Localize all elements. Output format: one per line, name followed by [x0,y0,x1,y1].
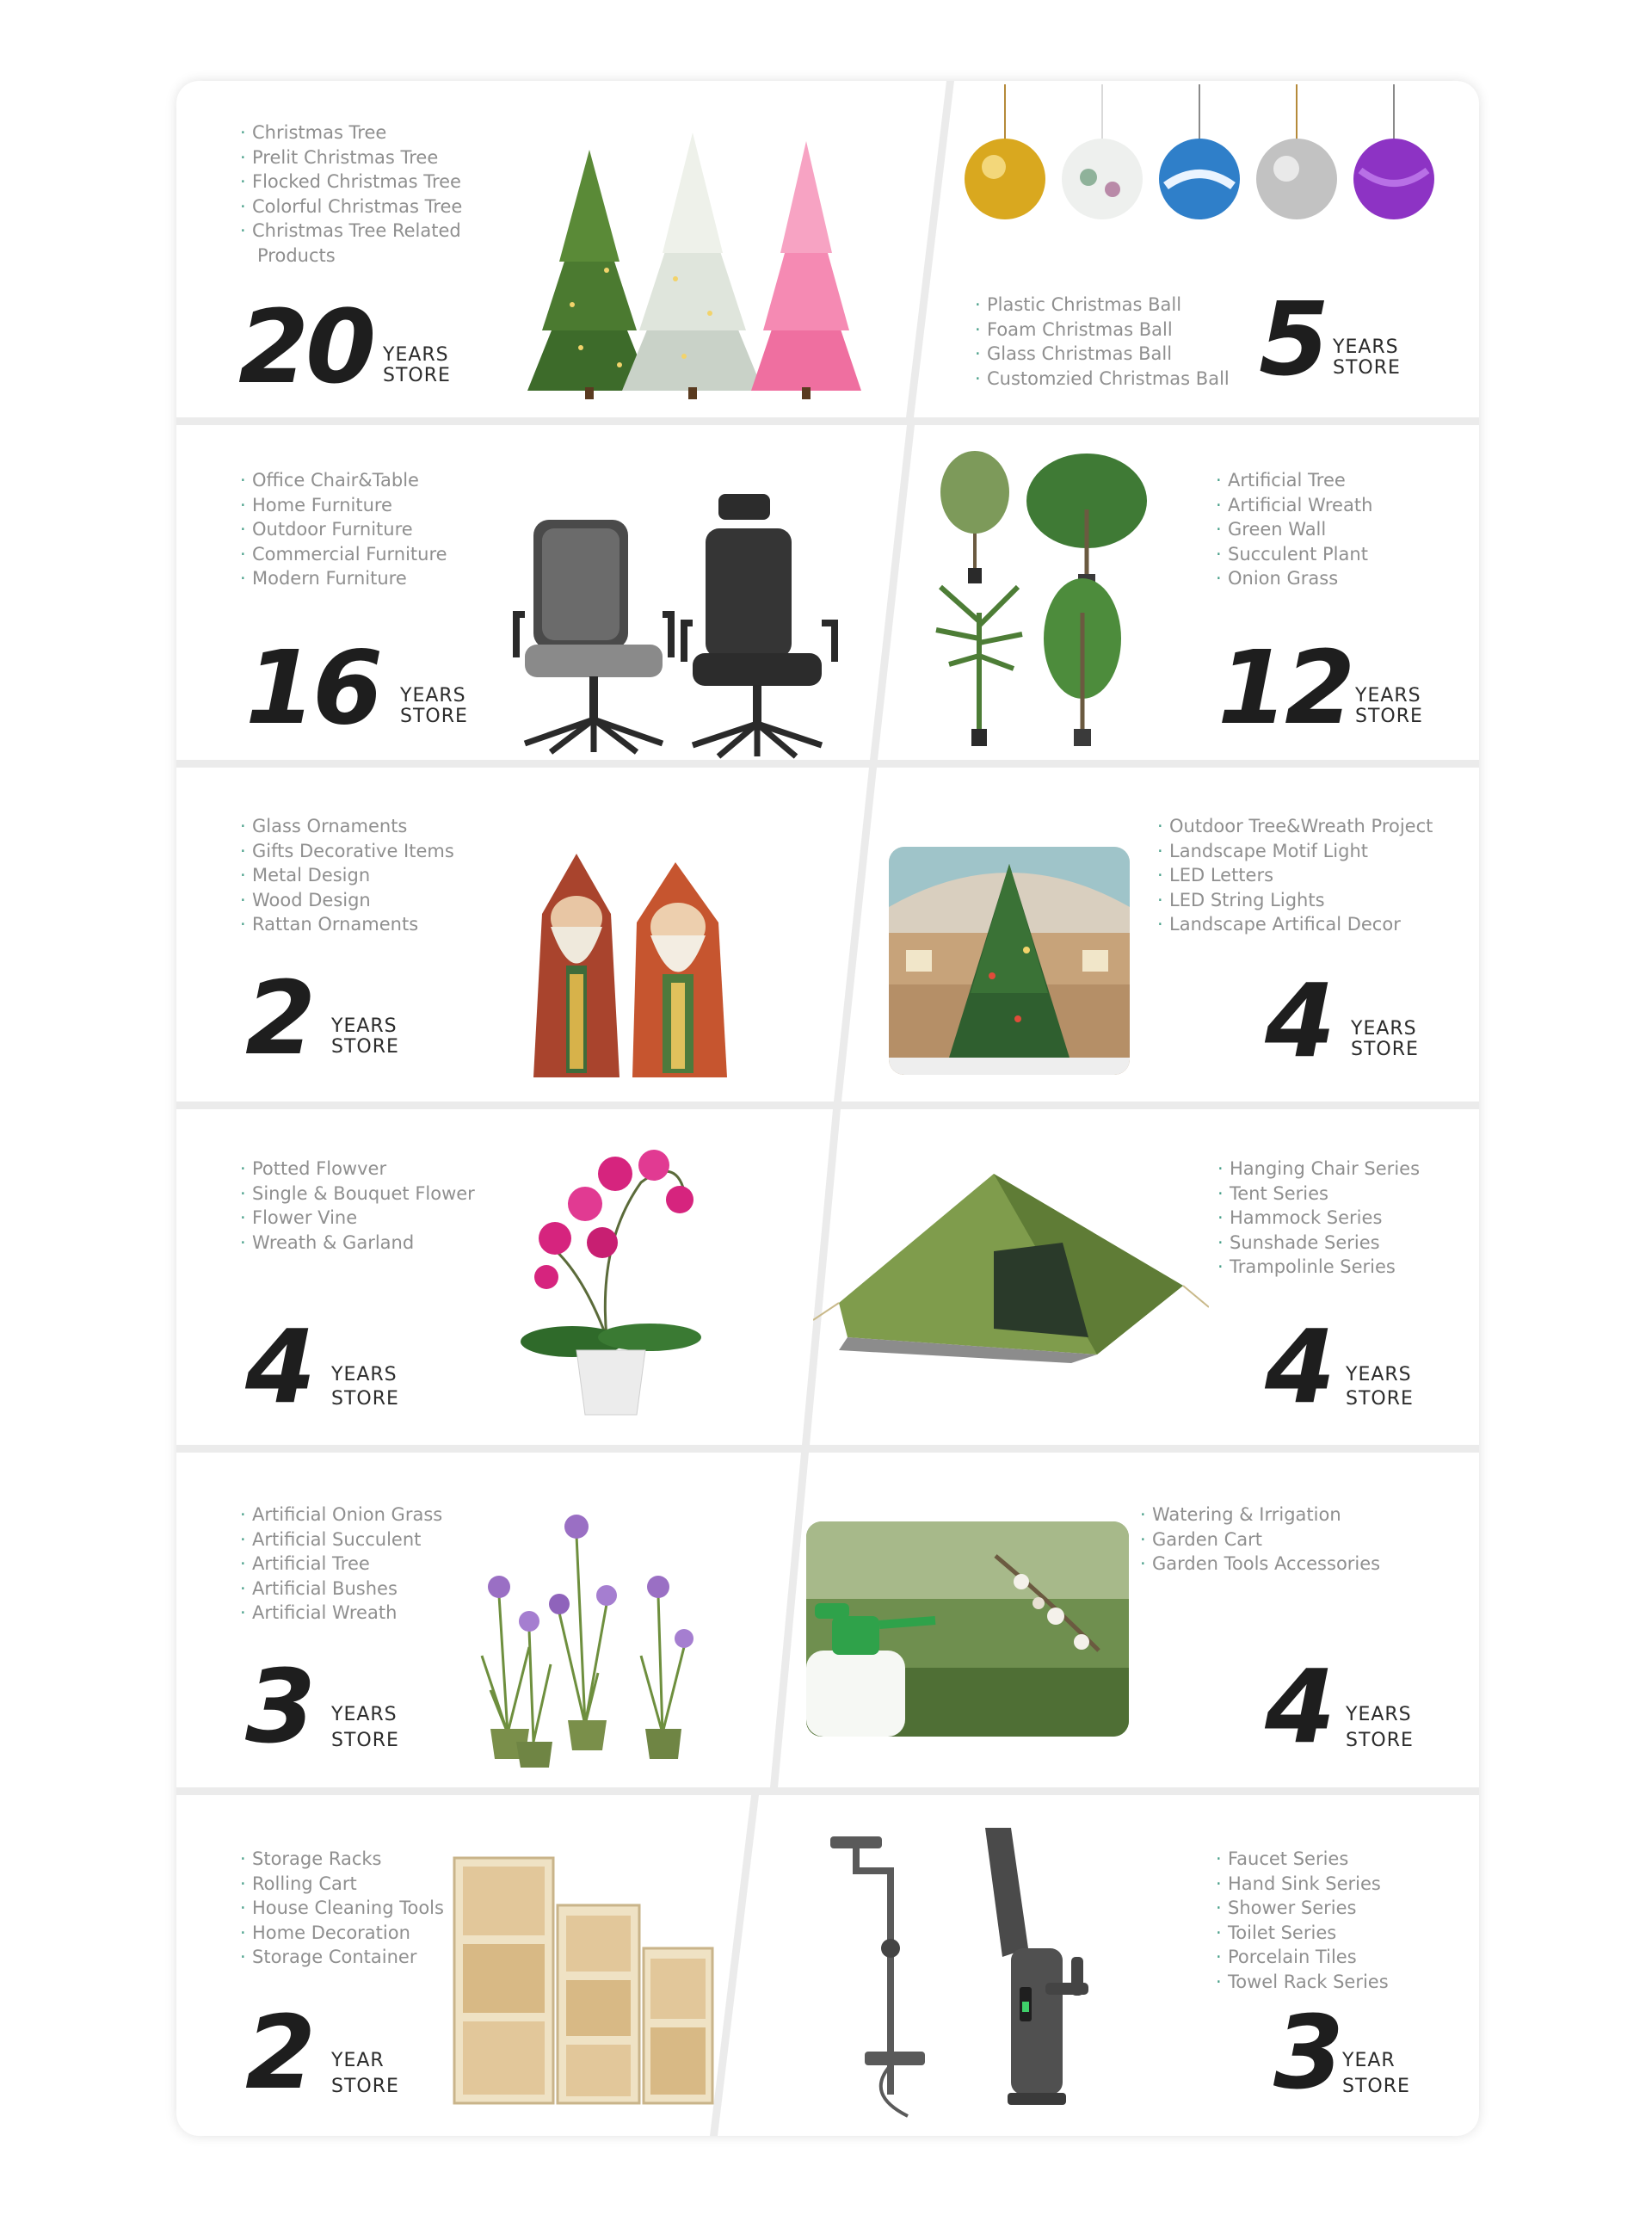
years-number: 2 [245,1993,313,2112]
feature-item: · Artificial Bushes [240,1577,398,1599]
feature-item: · Outdoor Tree&Wreath Project [1157,816,1433,836]
years-store: STORE [1346,1388,1414,1410]
feature-list [1216,1847,1389,1994]
feature-item: · Flocked Christmas Tree [240,171,461,192]
feature-item: · House Cleaning Tools [240,1898,444,1918]
feature-item: · Flower Vine [240,1207,358,1228]
years-number: 3 [245,1647,313,1766]
years-unit: YEARS [400,685,466,707]
feature-item: · Hanging Chair Series [1217,1158,1421,1179]
years-unit: YEARS [1346,1364,1412,1385]
feature-item: · Home Decoration [240,1922,410,1943]
feature-item: · Tent Series [1217,1182,1328,1204]
feature-item: · Colorful Christmas Tree [240,195,463,217]
years-store: STORE [1346,1730,1414,1751]
years-number: 3 [1273,1993,1341,2112]
feature-item: · Outdoor Furniture [240,519,413,540]
years-unit: YEARS [383,344,449,366]
feature-item: · Wreath & Garland [240,1231,415,1253]
feature-item: · Garden Cart [1140,1528,1263,1550]
feature-item: · Hand Sink Series [1216,1873,1381,1894]
feature-item: · Christmas Tree [240,122,387,143]
feature-item: · LED Letters [1157,865,1274,886]
feature-item: · Watering & Irrigation [1140,1504,1341,1525]
years-store: STORE [331,1036,399,1058]
feature-item: · Modern Furniture [240,568,407,589]
feature-item: · Trampolinle Series [1217,1256,1396,1277]
feature-item: · Shower Series [1216,1898,1357,1918]
feature-item: · Glass Ornaments [240,816,408,836]
feature-item: · Landscape Artifical Decor [1157,914,1401,935]
feature-item: · Foam Christmas Ball [975,318,1173,340]
feature-item: · Home Furniture [240,494,392,515]
feature-item: · Sunshade Series [1217,1231,1380,1253]
feature-item: · Faucet Series [1216,1848,1349,1869]
feature-item: · Storage Racks [240,1848,382,1869]
years-store: STORE [1333,357,1401,379]
feature-item: · Metal Design [240,865,371,886]
feature-item: · Hammock Series [1217,1207,1383,1228]
years-number: 2 [245,959,313,1077]
years-number: 4 [245,1307,313,1426]
store-overview-card [176,81,1479,2136]
years-number: 12 [1217,628,1353,747]
years-number: 16 [245,628,380,747]
feature-item: · Christmas Tree Related [240,220,461,241]
feature-item: · Towel Rack Series [1216,1971,1389,1992]
years-unit: YEARS [1346,1704,1412,1725]
feature-item: · Commercial Furniture [240,543,447,565]
feature-item: · Artificial Onion Grass [240,1504,443,1525]
years-store: STORE [383,365,451,386]
feature-item: · Green Wall [1216,519,1327,540]
feature-item: · Succulent Plant [1216,543,1368,565]
feature-item: · Artificial Tree [240,1553,370,1574]
feature-item: · Rolling Cart [240,1873,357,1894]
feature-item: · Rattan Ornaments [240,914,419,935]
feature-item: · Onion Grass [1216,568,1339,589]
feature-item: · Landscape Motif Light [1157,840,1368,861]
years-store: STORE [331,1730,399,1751]
years-number: 4 [1265,961,1333,1080]
years-store: STORE [400,706,468,727]
years-unit: YEARS [1351,1018,1417,1040]
feature-item: · Garden Tools Accessories [1140,1553,1381,1574]
years-store: STORE [1355,706,1423,727]
feature-item: · Office Chair&Table [240,470,419,491]
feature-item: · Artificial Wreath [240,1602,398,1623]
years-number: 4 [1265,1307,1333,1426]
years-number: 20 [238,287,373,406]
feature-item: · Prelit Christmas Tree [240,146,439,168]
years-unit: YEAR [1342,2050,1396,2071]
feature-item: · Customzied Christmas Ball [975,367,1230,389]
shower-faucet-photo [813,1819,1123,2129]
feature-item: · Potted Flowver [240,1158,387,1179]
years-unit: YEARS [1355,685,1421,707]
feature-item: Products [257,244,336,266]
feature-item: · Toilet Series [1216,1922,1337,1943]
years-store: STORE [331,1388,399,1410]
years-unit: YEARS [331,1704,398,1725]
years-unit: YEAR [331,2050,385,2071]
years-number: 4 [1265,1647,1333,1766]
feature-item: · Storage Container [240,1947,417,1967]
years-store: STORE [331,2076,399,2097]
years-store: STORE [1342,2076,1410,2097]
panel-bathroom [176,81,1479,2136]
feature-item: · Single & Bouquet Flower [240,1182,475,1204]
feature-item: · Artificial Wreath [1216,494,1373,515]
years-unit: YEARS [331,1364,398,1385]
years-unit: YEARS [1333,336,1399,358]
feature-item: · Gifts Decorative Items [240,840,454,861]
feature-item: · Artificial Succulent [240,1528,422,1550]
feature-item: · Plastic Christmas Ball [975,294,1182,315]
feature-item: · Porcelain Tiles [1216,1947,1357,1967]
feature-item: · Wood Design [240,889,371,910]
years-unit: YEARS [331,1015,398,1037]
years-store: STORE [1351,1039,1419,1060]
feature-item: · Artificial Tree [1216,470,1346,491]
years-number: 5 [1259,280,1327,398]
feature-item: · LED String Lights [1157,889,1325,910]
feature-item: · Glass Christmas Ball [975,343,1173,364]
